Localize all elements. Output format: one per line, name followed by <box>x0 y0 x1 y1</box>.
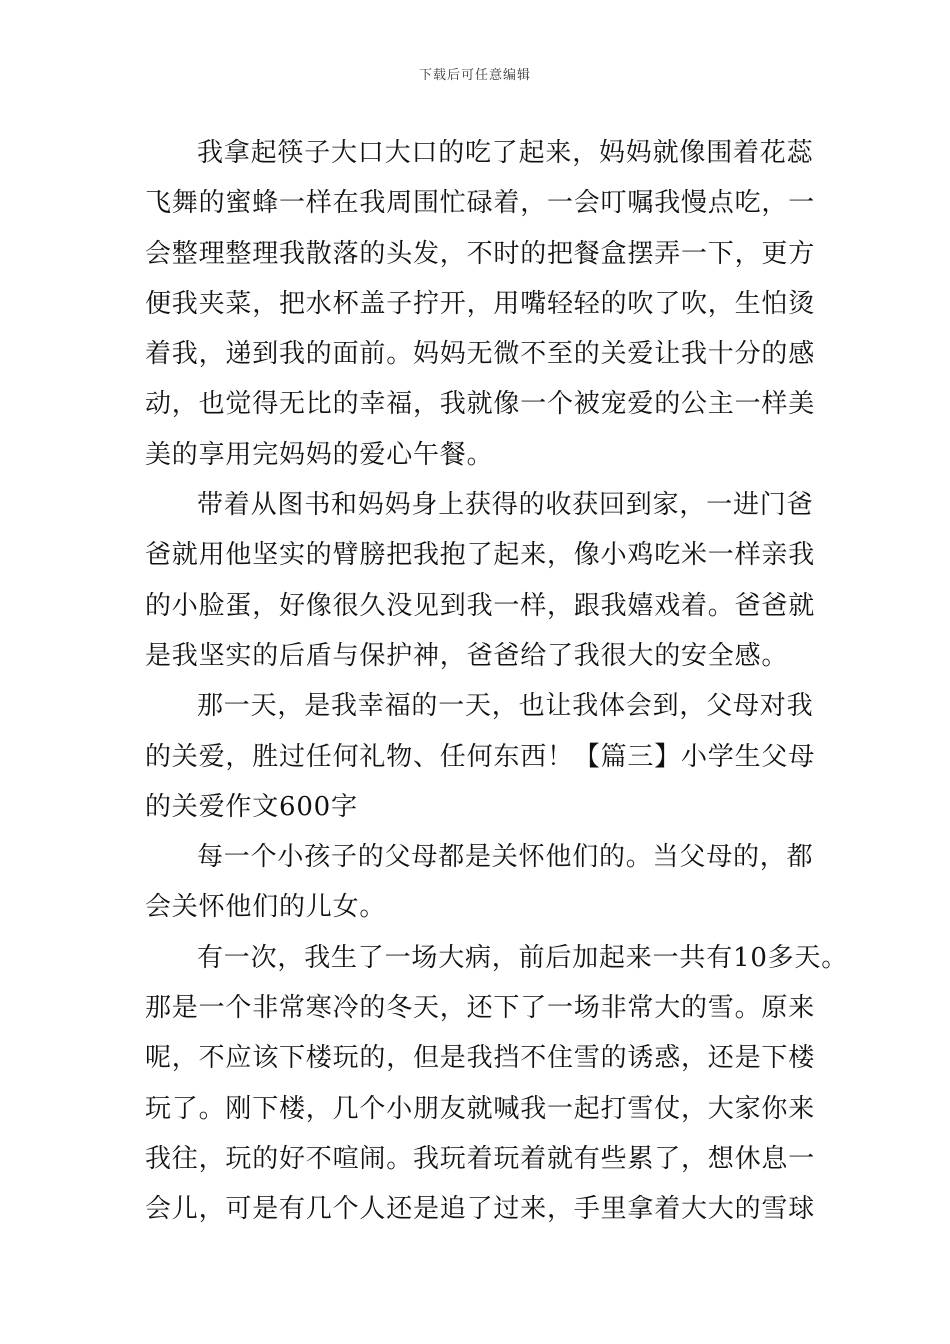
text-line: 会整理整理我散落的头发，不时的把餐盒摆弄一下，更方 <box>145 238 816 269</box>
document-body <box>145 128 849 1235</box>
text-line: 有一次，我生了一场大病，前后加起来一共有10多天。 <box>197 942 849 973</box>
text-line: 动，也觉得无比的幸福，我就像一个被宠爱的公主一样美 <box>145 389 816 420</box>
text-line: 的关爱作文600字 <box>145 791 358 822</box>
text-line: 每一个小孩子的父母都是关怀他们的。当父母的，都 <box>197 842 814 873</box>
text-line: 的小脸蛋，好像很久没见到我一样，跟我嬉戏着。爸爸就 <box>145 590 816 621</box>
text-line: 美的享用完妈妈的爱心午餐。 <box>145 439 494 470</box>
text-line: 我拿起筷子大口大口的吃了起来，妈妈就像围着花蕊 <box>197 138 814 168</box>
text-line: 带着从图书和妈妈身上获得的收获回到家，一进门爸 <box>197 490 814 521</box>
text-line: 呢，不应该下楼玩的，但是我挡不住雪的诱惑，还是下楼 <box>145 1043 816 1074</box>
text-line: 那一天，是我幸福的一天，也让我体会到，父母对我 <box>197 691 814 722</box>
text-line: 便我夹菜，把水杯盖子拧开，用嘴轻轻的吹了吹，生怕烫 <box>145 288 816 319</box>
text-line: 爸就用他坚实的臂膀把我抱了起来，像小鸡吃米一样亲我 <box>145 540 816 571</box>
text-line: 那是一个非常寒冷的冬天，还下了一场非常大的雪。原来 <box>145 993 816 1024</box>
text-line: 会儿，可是有几个人还是追了过来，手里拿着大大的雪球 <box>145 1194 816 1225</box>
page-header: 下载后可任意编辑 <box>418 68 531 83</box>
text-line: 着我，递到我的面前。妈妈无微不至的关爱让我十分的感 <box>145 339 816 370</box>
text-line: 我往，玩的好不喧闹。我玩着玩着就有些累了，想休息一 <box>145 1143 816 1174</box>
text-line: 的关爱，胜过任何礼物、任何东西！【篇三】小学生父母 <box>145 741 816 772</box>
text-line: 是我坚实的后盾与保护神，爸爸给了我很大的安全感。 <box>145 640 789 671</box>
text-line: 会关怀他们的儿女。 <box>145 892 387 923</box>
text-line: 飞舞的蜜蜂一样在我周围忙碌着，一会叮嘱我慢点吃，一 <box>145 188 816 219</box>
text-line: 玩了。刚下楼，几个小朋友就喊我一起打雪仗，大家你来 <box>145 1093 816 1124</box>
